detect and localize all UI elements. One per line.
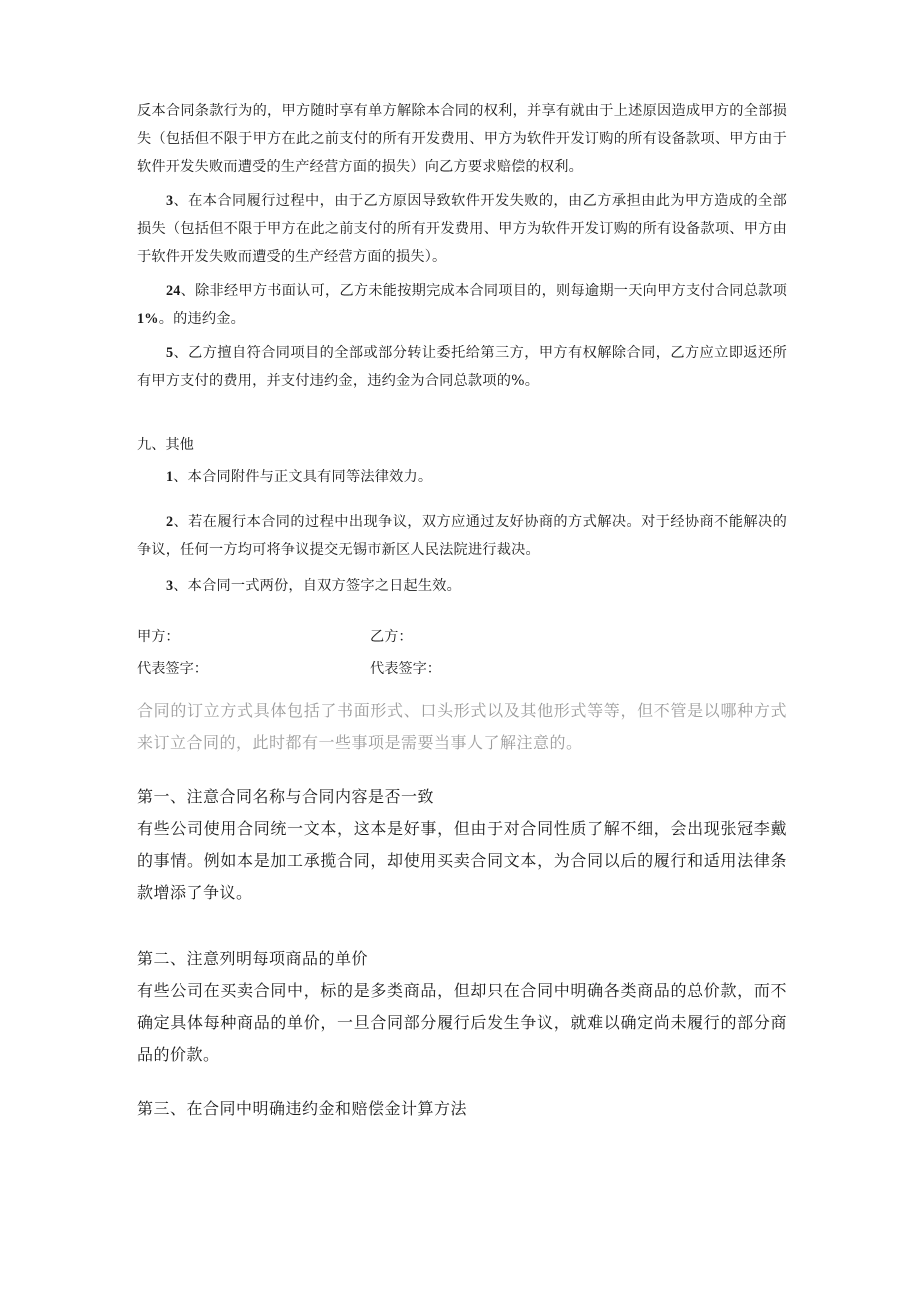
clause-text: 、在本合同履行过程中，由于乙方原因导致软件开发失败的，由乙方承担由此为甲方造成的全部损失（包括但不限于甲方在此之前支付的所有开发费用、甲方为软件开发订购的所有设备款项、甲方由于软件开发失败而遭受的生产经营方面的损失）。 (137, 193, 787, 265)
clause-text: 、本合同一式两份，自双方签字之日起生效。 (173, 578, 462, 594)
clause-number: 2 (166, 514, 174, 530)
party-b-label: 乙方： (370, 629, 413, 645)
section-body-1: 有些公司使用合同统一文本，这本是好事，但由于对合同性质了解不细，会出现张冠李戴的事情。例如本是加工承揽合同，却使用买卖合同文本，为合同以后的履行和适用法律条款增添了争议。 (137, 819, 787, 902)
contract-clause-24 (137, 277, 787, 333)
clause-text-tail: 。的违约金。 (158, 311, 246, 327)
other-clause-3 (137, 572, 787, 600)
other-clause-1 (137, 463, 787, 491)
contract-paragraph-continuation: 反本合同条款行为的，甲方随时享有单方解除本合同的权利，并享有就由于上述原因造成甲方的全部损失（包括但不限于甲方在此之前支付的所有开发费用、甲方为软件开发订购的所有设备款项、甲方由于软件开发失败而遭受的生产经营方面的损失）向乙方要求赔偿的权利。 (137, 103, 787, 175)
section-body-2: 有些公司在买卖合同中，标的是多类商品，但却只在合同中明确各类商品的总价款，而不确定具体每种商品的单价，一旦合同部分履行后发生争议，就难以确定尚未履行的部分商品的价款。 (137, 981, 787, 1064)
clause-number: 5 (166, 345, 174, 361)
clause-number: 1 (166, 469, 174, 485)
clause-text: 、除非经甲方书面认可，乙方未能按期完成本合同项目的，则每逾期一天向甲方支付合同总款项 (180, 283, 787, 299)
penalty-rate: 1% (137, 311, 159, 327)
section-heading-2: 第二、注意列明每项商品的单价 (137, 949, 369, 968)
signature-block (137, 623, 787, 683)
party-row (137, 623, 787, 651)
article-intro: 合同的订立方式具体包括了书面形式、口头形式以及其他形式等等，但不管是以哪种方式来订立合同的，此时都有一些事项是需要当事人了解注意的。 (137, 701, 787, 752)
section-heading-3: 第三、在合同中明确违约金和赔偿金计算方法 (137, 1099, 468, 1118)
party-b-signature-label: 代表签字： (370, 661, 441, 677)
section-heading-other: 九、其他 (137, 437, 194, 453)
clause-number: 24 (166, 283, 181, 299)
section-heading-1: 第一、注意合同名称与合同内容是否一致 (137, 787, 435, 806)
contract-clause-3 (137, 187, 787, 271)
clause-number: 3 (166, 578, 174, 594)
clause-text: 、乙方擅自符合同项目的全部或部分转让委托给第三方，甲方有权解除合同，乙方应立即返还所有甲方支付的费用，并支付违约金，违约金为合同总款项的%。 (137, 345, 787, 389)
contract-clause-5 (137, 339, 787, 395)
other-clause-2 (137, 508, 787, 564)
clause-text: 、本合同附件与正文具有同等法律效力。 (173, 469, 433, 485)
clause-text: 、若在履行本合同的过程中出现争议，双方应通过友好协商的方式解决。对于经协商不能解决的争议，任何一方均可将争议提交无锡市新区人民法院进行裁决。 (137, 514, 787, 558)
clause-number: 3 (166, 193, 174, 209)
party-a-label: 甲方： (137, 629, 180, 645)
document-content (137, 97, 787, 1125)
party-a-signature-label: 代表签字： (137, 661, 208, 677)
representative-row (137, 655, 787, 683)
